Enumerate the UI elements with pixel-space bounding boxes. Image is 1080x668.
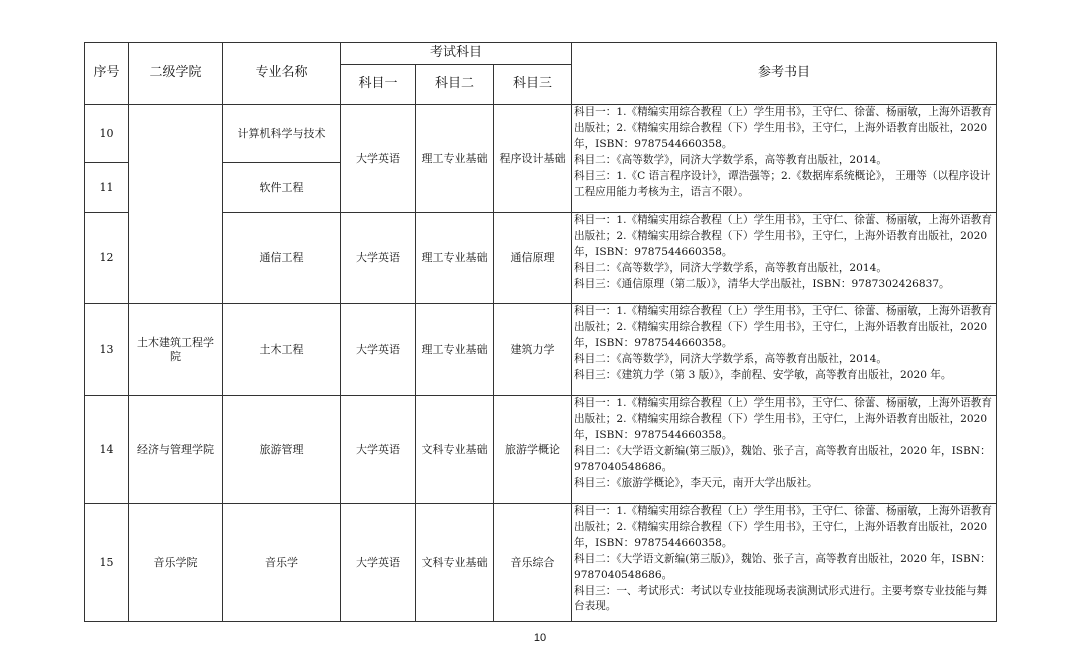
- row-subject-3: 建筑力学: [494, 304, 572, 396]
- row-subject-3: 音乐综合: [494, 504, 572, 622]
- row-major: 旅游管理: [223, 396, 341, 504]
- ref-line: 科目一：1.《精编实用综合教程（上）学生用书》，王守仁、徐蕾、杨丽敏，上海外语教育出版社；2.《精编实用综合教程（下）学生用书》，王守仁，上海外语教育出版社，2020 年，ISBN：9787544660358。: [574, 397, 992, 441]
- row-subject-1: 大学英语: [341, 304, 416, 396]
- header-college: 二级学院: [129, 43, 223, 105]
- reference-books-cell: [572, 396, 997, 504]
- row-subject-2: 理工专业基础: [416, 105, 494, 213]
- row-subject-2: 文科专业基础: [416, 504, 494, 622]
- ref-line: 科目三：1.《C 语言程序设计》，谭浩强等；2.《数据库系统概论》， 王珊等（以程序设计工程应用能力考核为主，语言不限）。: [574, 169, 991, 198]
- ref-line: 科目二：《大学语文新编(第三版)》，魏饴、张子言，高等教育出版社，2020 年，ISBN：9787040548686。: [574, 444, 991, 473]
- header-seq: 序号: [85, 43, 129, 105]
- exam-subjects-table-page: [84, 42, 997, 622]
- row-college: 经济与管理学院: [129, 396, 223, 504]
- reference-books-cell: [572, 504, 997, 622]
- page-number: 10: [533, 632, 547, 644]
- row-subject-2: 理工专业基础: [416, 213, 494, 304]
- row-subject-3: 通信原理: [494, 213, 572, 304]
- header-major: 专业名称: [223, 43, 341, 105]
- ref-line: 科目三：一、考试形式：考试以专业技能现场表演测试形式进行。主要考察专业技能与舞台表现。: [574, 584, 988, 613]
- row-seq: 15: [85, 504, 129, 622]
- ref-line: 科目二：《大学语文新编(第三版)》，魏饴、张子言，高等教育出版社，2020 年，ISBN：9787040548686。: [574, 552, 991, 581]
- row-subject-3: 旅游学概论: [494, 396, 572, 504]
- row-subject-2: 理工专业基础: [416, 304, 494, 396]
- row-seq: 13: [85, 304, 129, 396]
- ref-line: 科目一：1.《精编实用综合教程（上）学生用书》，王守仁、徐蕾、杨丽敏，上海外语教育出版社；2.《精编实用综合教程（下）学生用书》，王守仁，上海外语教育出版社，2020 年，ISBN：9787544660358。: [574, 305, 992, 349]
- table-row: [85, 396, 997, 504]
- row-seq: 10: [85, 105, 129, 163]
- ref-line: 科目三：《通信原理（第二版）》，清华大学出版社，ISBN：9787302426837。: [574, 277, 950, 290]
- reference-books-cell: [572, 304, 997, 396]
- row-major: 软件工程: [223, 163, 341, 213]
- ref-line: 科目三：《建筑力学（第 3 版）》，李前程、安学敏，高等教育出版社，2020 年。: [574, 368, 952, 381]
- college-cell-blank: [129, 105, 223, 304]
- row-college: 音乐学院: [129, 504, 223, 622]
- exam-subjects-table: [84, 42, 997, 622]
- row-subject-1: 大学英语: [341, 396, 416, 504]
- row-subject-1: 大学英语: [341, 213, 416, 304]
- ref-line: 科目二：《高等数学》，同济大学数学系，高等教育出版社，2014。: [574, 261, 887, 274]
- header-exam-subjects: 考试科目: [341, 43, 572, 65]
- row-seq: 12: [85, 213, 129, 304]
- row-subject-3: 程序设计基础: [494, 105, 572, 213]
- ref-line: 科目二：《高等数学》，同济大学数学系，高等教育出版社，2014。: [574, 153, 887, 166]
- row-major: 音乐学: [223, 504, 341, 622]
- reference-books-cell: [572, 213, 997, 304]
- row-subject-1: 大学英语: [341, 504, 416, 622]
- row-college: 土木建筑工程学院: [129, 304, 223, 396]
- reference-books-cell: [572, 105, 997, 213]
- row-major: 计算机科学与技术: [223, 105, 341, 163]
- header-reference-books: 参考书目: [572, 43, 997, 105]
- ref-line: 科目二：《高等数学》，同济大学数学系，高等教育出版社，2014。: [574, 352, 887, 365]
- ref-line: 科目一：1.《精编实用综合教程（上）学生用书》，王守仁、徐蕾、杨丽敏，上海外语教育出版社；2.《精编实用综合教程（下）学生用书》，王守仁，上海外语教育出版社，2020 年，ISBN：9787544660358。: [574, 214, 992, 258]
- row-major: 土木工程: [223, 304, 341, 396]
- row-major: 通信工程: [223, 213, 341, 304]
- row-seq: 14: [85, 396, 129, 504]
- table-row: [85, 504, 997, 622]
- row-subject-2: 文科专业基础: [416, 396, 494, 504]
- ref-line: 科目三：《旅游学概论》，李天元，南开大学出版社。: [574, 476, 818, 489]
- header-subject-1: 科目一: [341, 65, 416, 105]
- table-row: [85, 304, 997, 396]
- header-subject-2: 科目二: [416, 65, 494, 105]
- table-row: [85, 105, 997, 163]
- ref-line: 科目一：1.《精编实用综合教程（上）学生用书》，王守仁、徐蕾、杨丽敏，上海外语教育出版社；2.《精编实用综合教程（下）学生用书》，王守仁，上海外语教育出版社，2020 年，ISBN：9787544660358。: [574, 505, 992, 549]
- row-seq: 11: [85, 163, 129, 213]
- row-subject-1: 大学英语: [341, 105, 416, 213]
- ref-line: 科目一：1.《精编实用综合教程（上）学生用书》，王守仁、徐蕾、杨丽敏，上海外语教育出版社；2.《精编实用综合教程（下）学生用书》，王守仁，上海外语教育出版社，2020 年，ISBN：9787544660358。: [574, 106, 992, 150]
- header-subject-3: 科目三: [494, 65, 572, 105]
